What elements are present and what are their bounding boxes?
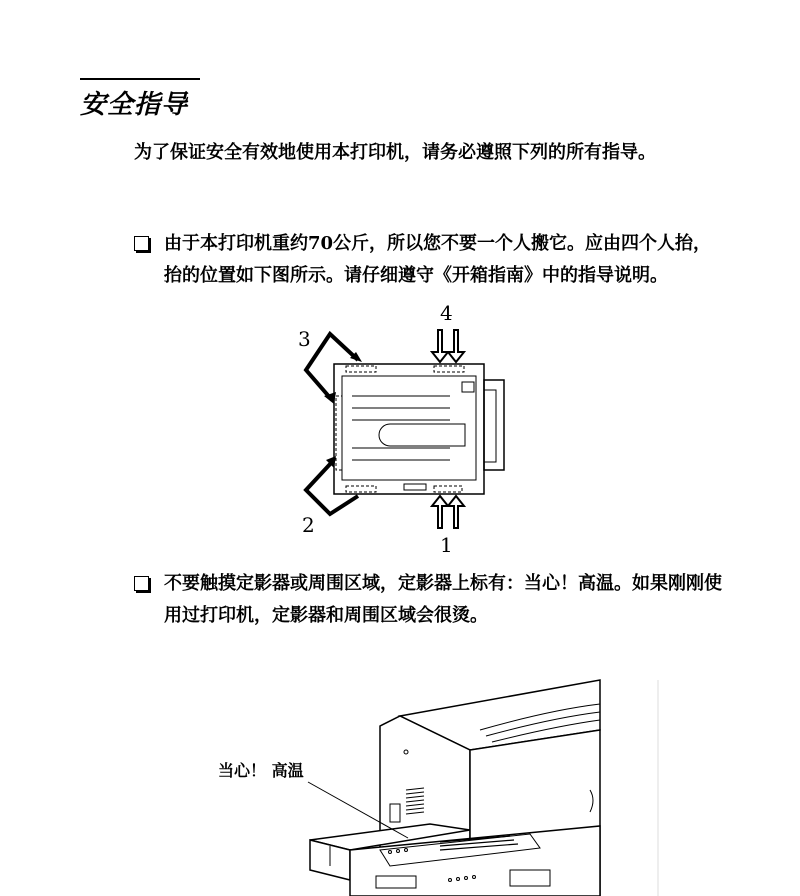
- section-title: 安全指导: [80, 90, 189, 120]
- arrow-4: [432, 330, 464, 362]
- bullet-item-fuser: [134, 568, 724, 638]
- fuser-warning-illustration: [290, 670, 660, 896]
- label-4: 4: [440, 301, 453, 325]
- bullet-text: 不要触摸定影器或周围区域，定影器上标有：当心！高温。如果刚刚使用过打印机，定影器和周围区域会很烫。: [164, 573, 722, 626]
- label-2: 2: [302, 513, 315, 537]
- checkbox-bullet-icon: [134, 236, 149, 251]
- lifting-positions-diagram: [290, 300, 520, 560]
- title-rule: [80, 78, 200, 80]
- label-3: 3: [298, 327, 311, 351]
- bullet-text: 由于本打印机重约70公斤，所以您不要一个人搬它。应由四个人抬，抬的位置如下图所示。请仔细遵守《开箱指南》中的指导说明。: [164, 233, 712, 286]
- intro-text: 为了保证安全有效地使用本打印机，请务必遵照下列的所有指导。: [134, 142, 656, 163]
- arrow-1: [432, 496, 464, 528]
- checkbox-bullet-icon: [134, 576, 149, 591]
- label-1: 1: [440, 533, 453, 557]
- fuser-warning-label: 当心！ 高温: [218, 761, 304, 780]
